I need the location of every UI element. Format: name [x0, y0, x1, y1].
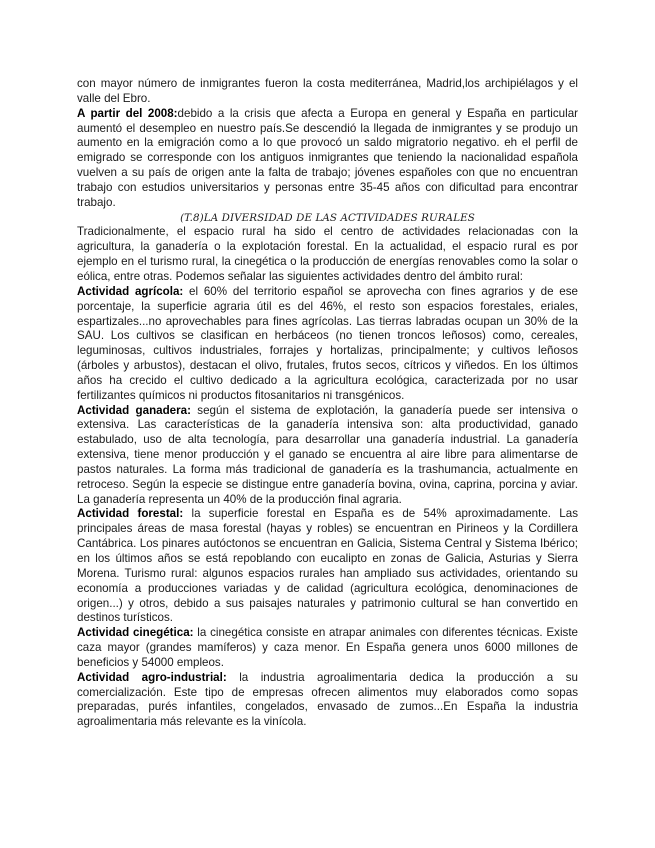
activity-label: Actividad cinegética:: [77, 626, 194, 640]
activity-text: la industria agroalimentaria dedica la producción a su comercialización. Este tipo de empresas ofrecen alimentos muy elaborados como sopas preparadas, purés infantiles, congelados, envasado de zumos...En España la industria agroalimentaria más relevante es la vinícola.: [77, 670, 578, 729]
activity-agricola-paragraph: [77, 285, 578, 404]
activity-agroindustrial-paragraph: [77, 671, 578, 730]
section-title: (T.8)LA DIVERSIDAD DE LAS ACTIVIDADES RURALES: [180, 211, 475, 224]
activity-label: Actividad agro-industrial:: [77, 670, 227, 684]
activity-label: Actividad agrícola:: [77, 284, 184, 298]
activity-text: la superficie forestal en España es de 54% aproximadamente. Las principales áreas de masa forestal (hayas y robles) se encuentran en Pirineos y la Cordillera Cantábrica. Los pinares autóctonos se encuentran en Galicia, Sistema Central y Sistema Ibérico; en los últimos años se está repoblando con eucalipto en zonas de Galicia, Asturias y Sierra Morena. Turismo rural: algunos espacios rurales han ampliado sus actividades, orientando su economía a producciones variadas y de calidad (agricultura ecológica, denominaciones de origen...) y otros, debido a sus paisajes naturales y patrimonio cultural se han convertido en destinos turísticos.: [77, 507, 578, 625]
activity-cinegetica-paragraph: [77, 626, 578, 671]
period-2008-paragraph: [77, 107, 578, 211]
continuation-paragraph: con mayor número de inmigrantes fueron la costa mediterránea, Madrid,los archipiélagos y el valle del Ebro.: [77, 77, 578, 105]
period-label: A partir del 2008:: [77, 106, 178, 120]
activity-label: Actividad ganadera:: [77, 403, 191, 417]
period-text: debido a la crisis que afecta a Europa en general y España en particular aumentó el desempleo en nuestro país.Se descendió la llegada de inmigrantes y se produjo un aumento en la emigración como a lo que provocó un saldo migratorio negativo. eh el perfil de emigrado se corresponde con los antiguos inmigrantes que teniendo la nacionalidad española vuelven a su país de origen ante la falta de trabajo; jóvenes españoles con que no encuentran trabajo con estudios universitarios y personas entre 35-45 años con dificultad para encontrar trabajo.: [77, 106, 578, 209]
section-intro-paragraph: Tradicionalmente, el espacio rural ha sido el centro de actividades relacionadas con la agricultura, la ganadería o la explotación forestal. En la actualidad, el espacio rural es por ejemplo en el turismo rural, la cinegética o la producción de energías renovables como la solar o eólica, entre otras. Podemos señalar las siguientes actividades dentro del ámbito rural:: [77, 225, 578, 283]
activity-text: el 60% del territorio español se aprovecha con fines agrarios y de ese porcentaje, la superficie agraria útil es del 46%, el resto son espacios forestales, eriales, espartizales...no aprovechables para fines agrícolas. Las tierras labradas ocupan un 30% de la SAU. Los cultivos se clasifican en herbáceos (no tienen troncos leñosos) como, cereales, leguminosas, cultivos industriales, forrajes y hortalizas, principalmente; y cultivos leñosos (árboles y arbustos), destacan el olivo, frutales, frutos secos, cítricos y viñedos. En los últimos años ha crecido el cultivo dedicado a la agricultura ecológica, caracterizada por no usar fertilizantes químicos ni productos fitosanitarios ni transgénicos.: [77, 284, 578, 402]
activity-text: la cinegética consiste en atrapar animales con diferentes técnicas. Existe caza mayor (grandes mamíferos) y caza menor. En España genera unos 6000 millones de beneficios y 54000 empleos.: [77, 626, 578, 669]
activity-text: según el sistema de explotación, la ganadería puede ser intensiva o extensiva. Las características de la ganadería intensiva son: alta productividad, ganado estabulado, uso de alta tecnología, para desarrollar una ganadería industrial. La ganadería extensiva, tiene menor producción y el ganado se encuentra al aire libre para alimentarse de pastos naturales. La forma más tradicional de ganadería es la trashumancia, actualmente en retroceso. Según la especie se distingue entre ganadería bovina, ovina, caprina, porcina y aviar. La ganadería representa un 40% de la producción final agraria.: [77, 403, 578, 506]
activity-forestal-paragraph: [77, 507, 578, 626]
activity-ganadera-paragraph: [77, 404, 578, 508]
activity-label: Actividad forestal:: [77, 507, 184, 521]
document-page: [77, 77, 578, 730]
